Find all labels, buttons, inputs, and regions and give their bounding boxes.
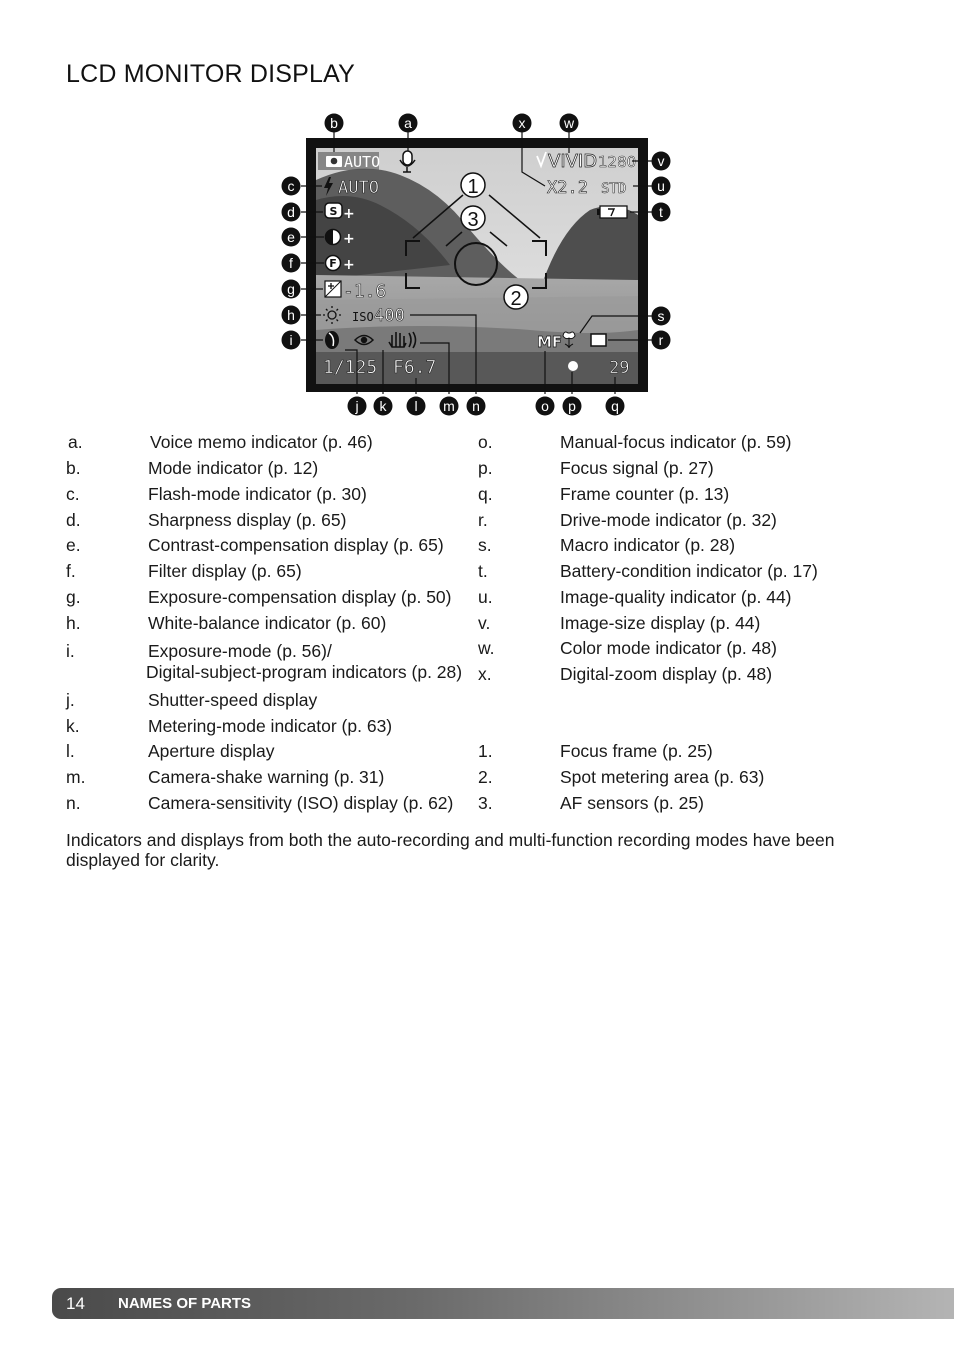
callout-e: e [287,229,295,245]
color-mode-indicator: VIVID [548,151,598,172]
callout-i: i [289,332,293,348]
legend-key: 1. [478,741,493,761]
legend-text: Exposure-mode (p. 56)/ [148,641,332,661]
exposure-comp-icon [325,281,341,297]
legend-text: AF sensors (p. 25) [560,793,704,813]
legend-key: c. [66,484,80,504]
svg-text:F: F [329,257,337,270]
clarity-note: Indicators and displays from both the auto-recording and multi-function recording modes have been displayed for clarity. [66,830,835,870]
battery-icon [597,206,627,218]
page-number: 14 [66,1294,85,1313]
legend-key: 2. [478,767,493,787]
callout-d: d [287,204,295,220]
focus-signal-icon [568,361,578,371]
legend-text: Battery-condition indicator (p. 17) [560,561,818,581]
legend-key: l. [66,741,75,761]
callout-r: r [658,332,664,348]
legend-key: h. [66,613,81,633]
iso-display: 400 [374,306,405,326]
page-title: LCD MONITOR DISPLAY [66,60,356,88]
legend-text: Image-quality indicator (p. 44) [560,587,792,607]
legend-text: Shutter-speed display [148,690,318,710]
callout-g: g [287,281,295,297]
callout-s: s [657,308,665,324]
legend-key: i. [66,641,75,661]
callout-f: f [289,255,293,271]
marker-2: 2 [510,288,522,310]
lcd-monitor-figure [0,0,954,430]
legend-text: Macro indicator (p. 28) [560,535,736,555]
callout-l: l [414,398,418,414]
callout-j: j [355,398,359,414]
legend-text: Color mode indicator (p. 48) [560,638,777,658]
legend-key: n. [66,793,81,813]
iso-prefix: ISO [352,310,374,324]
legend-text: Flash-mode indicator (p. 30) [148,484,367,504]
svg-text:+: + [343,257,355,273]
legend-text: Camera-sensitivity (ISO) display (p. 62) [148,793,454,813]
legend-key: g. [66,587,81,607]
legend-text: Manual-focus indicator (p. 59) [560,432,792,452]
marker-3: 3 [467,209,479,231]
legend-text: Contrast-compensation display (p. 65) [148,535,444,555]
legend-key: b. [66,458,81,478]
svg-text:+: + [343,231,355,247]
callout-b: b [330,115,338,131]
legend-key: w. [478,638,495,658]
shutter-speed-display: 1/125 [323,357,378,378]
legend-key: u. [478,587,493,607]
legend-key: q. [478,484,493,504]
legend-text: Focus frame (p. 25) [560,741,713,761]
legend-text: Mode indicator (p. 12) [148,458,319,478]
callout-t: t [659,204,663,220]
legend-text: White-balance indicator (p. 60) [148,613,387,633]
callout-x: x [518,115,526,131]
legend-key: f. [66,561,76,581]
legend-text: Focus signal (p. 27) [560,458,714,478]
legend-text: Digital-subject-program indicators (p. 28) [146,662,463,682]
legend-key: e. [66,535,81,555]
digital-zoom-display: X2.2 [547,178,588,198]
exposure-comp-display: -1.6 [343,281,387,302]
legend-key: x. [478,664,492,684]
legend-text: Sharpness display (p. 65) [148,510,347,530]
callout-n: n [472,398,480,414]
legend-text: Camera-shake warning (p. 31) [148,767,385,787]
callout-v: v [657,153,665,169]
frame-counter: 29 [609,358,630,378]
legend-key: p. [478,458,493,478]
callout-w: w [563,115,575,131]
svg-text:S: S [329,205,338,218]
legend-text: Metering-mode indicator (p. 63) [148,716,393,736]
legend-key: o. [478,432,493,452]
callout-c: c [287,178,295,194]
image-size-display: 1280 [598,153,637,171]
image-quality-indicator: STD [601,181,627,197]
legend-text: Spot metering area (p. 63) [560,767,765,787]
callout-o: o [541,398,549,414]
legend-text: Aperture display [148,741,275,761]
callout-u: u [657,178,665,194]
legend-text: Drive-mode indicator (p. 32) [560,510,777,530]
legend-text: Digital-zoom display (p. 48) [560,664,773,684]
legend-key: s. [478,535,492,555]
legend-key: r. [478,510,488,530]
callout-q: q [611,398,619,414]
section-title: NAMES OF PARTS [118,1295,252,1312]
callout-m: m [443,398,455,414]
legend-key: m. [66,767,86,787]
svg-text:+: + [343,206,355,222]
legend-key: 3. [478,793,493,813]
drive-mode-icon [591,334,606,346]
marker-1: 1 [467,176,479,198]
manual-focus-indicator: MF [537,333,563,351]
legend-key: v. [478,613,491,633]
callout-a: a [404,115,412,131]
callout-k: k [379,398,387,414]
aperture-display: F6.7 [393,357,437,378]
flash-mode-indicator: AUTO [338,178,379,198]
legend-key: a. [68,432,83,452]
mode-indicator: AUTO [344,153,381,171]
legend-key: k. [66,716,80,736]
callout-h: h [287,307,295,323]
callout-p: p [568,398,576,414]
subject-program-icon [325,331,339,349]
legend-key: j. [66,690,75,710]
legend-text: Filter display (p. 65) [148,561,302,581]
legend-key: t. [478,561,488,581]
page-footer [52,1288,954,1319]
legend-key: d. [66,510,81,530]
legend-text: Image-size display (p. 44) [560,613,761,633]
legend-text: Exposure-compensation display (p. 50) [148,587,452,607]
legend-text: Voice memo indicator (p. 46) [150,432,373,452]
legend-text: Frame counter (p. 13) [560,484,730,504]
